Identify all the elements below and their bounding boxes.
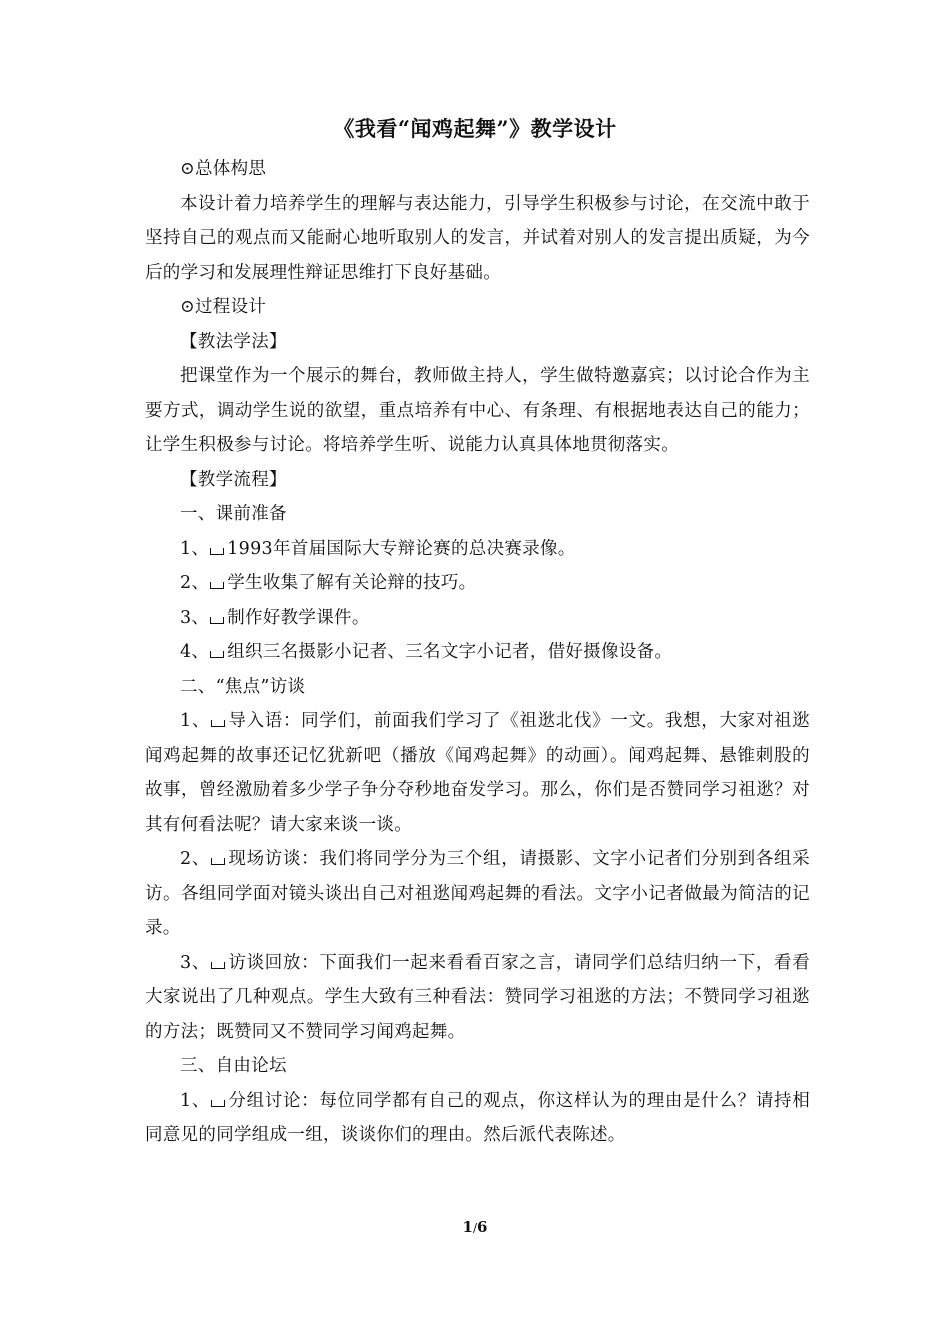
method-text: 把课堂作为一个展示的舞台，教师做主持人，学生做特邀嘉宾；以讨论合作为主要方式，调动学生说的欲望，重点培养有中心、有条理、有根据地表达自己的能力；让学生积极参与讨论。将培养学生听、说能力认真具体地贯彻落实。 bbox=[145, 366, 810, 455]
overall-heading: ⊙总体构思 bbox=[180, 159, 267, 179]
space-marker-icon bbox=[211, 858, 225, 865]
current-page: 1 bbox=[462, 1218, 473, 1236]
overall-text: 本设计着力培养学生的理解与表达能力，引导学生积极参与讨论，在交流中敢于坚持自己的观点而又能耐心地听取别人的发言，并试着对别人的发言提出质疑，为今后的学习和发展理性辩证思维打下良好基础。 bbox=[145, 193, 810, 283]
part3-heading: 三、自由论坛 bbox=[180, 1056, 287, 1076]
item-number: 2、 bbox=[180, 849, 211, 869]
list-item bbox=[145, 842, 810, 946]
item-text: 1993年首届国际大专辩论赛的总决赛录像。 bbox=[227, 538, 576, 559]
flow-heading: 【教学流程】 bbox=[180, 469, 287, 490]
space-marker-icon bbox=[211, 720, 225, 727]
item-text: 学生收集了解有关论辩的技巧。 bbox=[227, 573, 477, 593]
space-marker-icon bbox=[210, 617, 224, 624]
method-heading: 【教法学法】 bbox=[180, 331, 287, 352]
space-marker-icon bbox=[210, 651, 224, 658]
item-text: 导入语：同学们，前面我们学习了《祖逖北伐》一文。我想，大家对祖逖闻鸡起舞的故事还记忆犹新吧（播放《闻鸡起舞》的动画）。闻鸡起舞、悬锥刺股的故事，曾经激励着多少学子争分夺秒地奋发学习。那么，你们是否赞同学习祖逖？对其有何看法呢？请大家来谈一谈。 bbox=[145, 711, 810, 835]
process-heading: ⊙过程设计 bbox=[180, 297, 267, 317]
item-number: 4、 bbox=[180, 642, 210, 662]
item-number: 1、 bbox=[180, 538, 210, 559]
part1-heading: 一、课前准备 bbox=[180, 504, 287, 524]
item-text: 现场访谈：我们将同学分为三个组，请摄影、文字小记者们分别到各组采访。各组同学面对镜头谈出自己对祖逖闻鸡起舞的看法。文字小记者做最为简洁的记录。 bbox=[145, 849, 810, 938]
item-number: 3、 bbox=[180, 607, 210, 628]
item-text: 组织三名摄影小记者、三名文字小记者，借好摄像设备。 bbox=[227, 642, 673, 662]
list-item bbox=[145, 635, 810, 670]
document-title: 《我看“闻鸡起舞”》教学设计 bbox=[333, 116, 617, 141]
document-body bbox=[145, 152, 810, 1153]
list-item bbox=[145, 946, 810, 1050]
page-number bbox=[0, 1218, 950, 1236]
item-text: 制作好教学课件。 bbox=[227, 607, 370, 628]
page-separator: / bbox=[472, 1221, 478, 1235]
list-item bbox=[145, 601, 810, 636]
space-marker-icon bbox=[210, 548, 224, 555]
item-number: 1、 bbox=[180, 1090, 211, 1111]
list-item bbox=[145, 566, 810, 601]
total-pages: 6 bbox=[477, 1218, 488, 1236]
list-item bbox=[145, 1084, 810, 1153]
space-marker-icon bbox=[211, 1100, 225, 1107]
item-text: 分组讨论：每位同学都有自己的观点，你这样认为的理由是什么？请持相同意见的同学组成一组，谈谈你们的理由。然后派代表陈述。 bbox=[145, 1090, 810, 1145]
part2-heading: 二、“焦点”访谈 bbox=[180, 676, 306, 697]
item-number: 3、 bbox=[180, 952, 211, 973]
space-marker-icon bbox=[211, 962, 225, 969]
space-marker-icon bbox=[210, 582, 224, 589]
item-text: 访谈回放：下面我们一起来看看百家之言，请同学们总结归纳一下，看看大家说出了几种观点。学生大致有三种看法：赞同学习祖逖的方法；不赞同学习祖逖的方法；既赞同又不赞同学习闻鸡起舞。 bbox=[145, 952, 810, 1042]
item-number: 1、 bbox=[180, 711, 211, 731]
list-item bbox=[145, 532, 810, 567]
item-number: 2、 bbox=[180, 573, 210, 593]
list-item bbox=[145, 704, 810, 842]
